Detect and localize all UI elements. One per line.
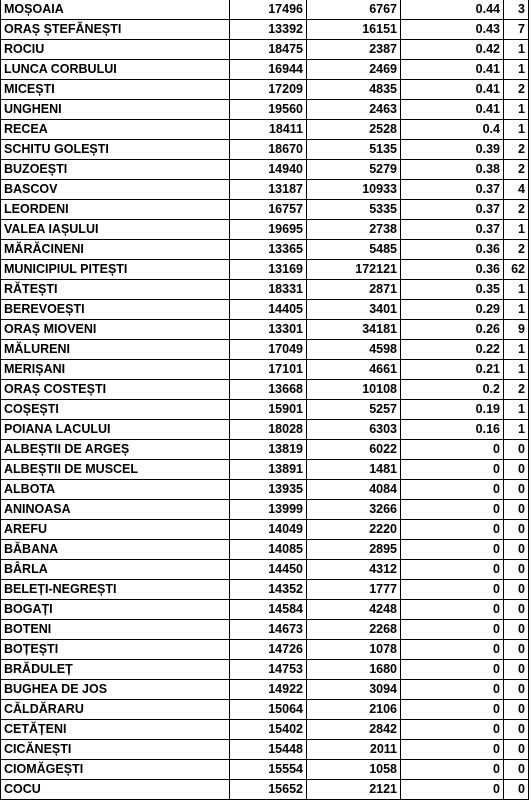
population-cell: 6767: [307, 0, 401, 20]
table-row: [1, 320, 529, 340]
incidence-rate-cell: 0.41: [401, 100, 504, 120]
cases-cell: 1: [504, 340, 529, 360]
siruta-code-cell: 13999: [230, 500, 307, 520]
cases-cell: 1: [504, 40, 529, 60]
locality-name-cell: SCHITU GOLEȘTI: [1, 140, 230, 160]
population-cell: 2220: [307, 520, 401, 540]
siruta-code-cell: 13301: [230, 320, 307, 340]
siruta-code-cell: 14405: [230, 300, 307, 320]
cases-cell: 1: [504, 60, 529, 80]
cases-cell: 2: [504, 200, 529, 220]
cases-cell: 0: [504, 580, 529, 600]
population-cell: 5279: [307, 160, 401, 180]
incidence-rate-cell: 0: [401, 540, 504, 560]
table-row: [1, 0, 529, 20]
cases-cell: 0: [504, 700, 529, 720]
cases-cell: 2: [504, 380, 529, 400]
table-row: [1, 420, 529, 440]
table-row: [1, 280, 529, 300]
cases-cell: 3: [504, 0, 529, 20]
locality-name-cell: BUZOEȘTI: [1, 160, 230, 180]
table-row: [1, 720, 529, 740]
incidence-rate-cell: 0.41: [401, 80, 504, 100]
incidence-rate-cell: 0.35: [401, 280, 504, 300]
siruta-code-cell: 14085: [230, 540, 307, 560]
cases-cell: 0: [504, 500, 529, 520]
table-row: [1, 780, 529, 800]
cases-cell: 1: [504, 300, 529, 320]
population-cell: 2121: [307, 780, 401, 800]
locality-name-cell: LUNCA CORBULUI: [1, 60, 230, 80]
siruta-code-cell: 13935: [230, 480, 307, 500]
table-row: [1, 200, 529, 220]
population-cell: 172121: [307, 260, 401, 280]
population-cell: 4248: [307, 600, 401, 620]
locality-name-cell: CĂLDĂRARU: [1, 700, 230, 720]
incidence-rate-cell: 0: [401, 500, 504, 520]
siruta-code-cell: 13365: [230, 240, 307, 260]
population-cell: 5135: [307, 140, 401, 160]
incidence-rate-cell: 0: [401, 780, 504, 800]
incidence-rate-cell: 0.41: [401, 60, 504, 80]
siruta-code-cell: 15448: [230, 740, 307, 760]
table-row: [1, 560, 529, 580]
siruta-code-cell: 14753: [230, 660, 307, 680]
locality-name-cell: UNGHENI: [1, 100, 230, 120]
population-cell: 34181: [307, 320, 401, 340]
siruta-code-cell: 16944: [230, 60, 307, 80]
locality-name-cell: ROCIU: [1, 40, 230, 60]
locality-name-cell: MOȘOAIA: [1, 0, 230, 20]
cases-cell: 2: [504, 80, 529, 100]
incidence-rate-cell: 0: [401, 480, 504, 500]
locality-name-cell: MĂRĂCINENI: [1, 240, 230, 260]
table-row: [1, 580, 529, 600]
cases-cell: 0: [504, 460, 529, 480]
population-cell: 6303: [307, 420, 401, 440]
cases-cell: 0: [504, 740, 529, 760]
locality-name-cell: RĂTEȘTI: [1, 280, 230, 300]
population-cell: 2387: [307, 40, 401, 60]
population-cell: 2738: [307, 220, 401, 240]
incidence-rate-cell: 0: [401, 740, 504, 760]
locality-name-cell: LEORDENI: [1, 200, 230, 220]
incidence-rate-cell: 0: [401, 680, 504, 700]
table-row: [1, 520, 529, 540]
siruta-code-cell: 19560: [230, 100, 307, 120]
siruta-code-cell: 13392: [230, 20, 307, 40]
population-cell: 2011: [307, 740, 401, 760]
table-body: [1, 0, 529, 800]
cases-cell: 0: [504, 720, 529, 740]
cases-cell: 1: [504, 400, 529, 420]
population-cell: 2871: [307, 280, 401, 300]
siruta-code-cell: 17209: [230, 80, 307, 100]
cases-cell: 0: [504, 440, 529, 460]
locality-name-cell: ALBEȘTII DE MUSCEL: [1, 460, 230, 480]
locality-name-cell: MICEȘTI: [1, 80, 230, 100]
incidence-rate-cell: 0.4: [401, 120, 504, 140]
population-cell: 5485: [307, 240, 401, 260]
locality-name-cell: ALBOTA: [1, 480, 230, 500]
population-cell: 6022: [307, 440, 401, 460]
cases-cell: 0: [504, 620, 529, 640]
population-cell: 4835: [307, 80, 401, 100]
incidence-rate-cell: 0.37: [401, 200, 504, 220]
incidence-rate-cell: 0.42: [401, 40, 504, 60]
cases-cell: 1: [504, 220, 529, 240]
cases-cell: 1: [504, 120, 529, 140]
incidence-rate-cell: 0.44: [401, 0, 504, 20]
incidence-rate-cell: 0: [401, 700, 504, 720]
table-row: [1, 260, 529, 280]
incidence-rate-cell: 0.36: [401, 240, 504, 260]
siruta-code-cell: 18475: [230, 40, 307, 60]
table-row: [1, 400, 529, 420]
cases-cell: 1: [504, 100, 529, 120]
cases-cell: 1: [504, 280, 529, 300]
cases-cell: 1: [504, 360, 529, 380]
incidence-rate-cell: 0.21: [401, 360, 504, 380]
population-cell: 2463: [307, 100, 401, 120]
cases-cell: 0: [504, 560, 529, 580]
cases-cell: 0: [504, 760, 529, 780]
locality-name-cell: ALBEȘTII DE ARGEȘ: [1, 440, 230, 460]
incidence-rate-cell: 0: [401, 560, 504, 580]
locality-name-cell: COȘEȘTI: [1, 400, 230, 420]
locality-name-cell: MERIȘANI: [1, 360, 230, 380]
population-cell: 2842: [307, 720, 401, 740]
cases-cell: 9: [504, 320, 529, 340]
siruta-code-cell: 14450: [230, 560, 307, 580]
siruta-code-cell: 15901: [230, 400, 307, 420]
population-cell: 5335: [307, 200, 401, 220]
population-cell: 4661: [307, 360, 401, 380]
siruta-code-cell: 18411: [230, 120, 307, 140]
cases-cell: 1: [504, 420, 529, 440]
table-row: [1, 360, 529, 380]
siruta-code-cell: 13169: [230, 260, 307, 280]
cases-cell: 0: [504, 680, 529, 700]
locality-name-cell: BUGHEA DE JOS: [1, 680, 230, 700]
siruta-code-cell: 15652: [230, 780, 307, 800]
incidence-rate-cell: 0.37: [401, 220, 504, 240]
table-row: [1, 40, 529, 60]
incidence-rate-cell: 0: [401, 620, 504, 640]
siruta-code-cell: 13668: [230, 380, 307, 400]
incidence-rate-cell: 0: [401, 460, 504, 480]
population-cell: 10108: [307, 380, 401, 400]
locality-name-cell: BEREVOEȘTI: [1, 300, 230, 320]
siruta-code-cell: 16757: [230, 200, 307, 220]
siruta-code-cell: 14352: [230, 580, 307, 600]
incidence-rate-cell: 0: [401, 640, 504, 660]
cases-cell: 2: [504, 140, 529, 160]
incidence-rate-cell: 0.37: [401, 180, 504, 200]
population-cell: 1777: [307, 580, 401, 600]
cases-cell: 0: [504, 480, 529, 500]
table-row: [1, 660, 529, 680]
population-cell: 4598: [307, 340, 401, 360]
table-row: [1, 380, 529, 400]
table-row: [1, 500, 529, 520]
locality-name-cell: BOTENI: [1, 620, 230, 640]
locality-name-cell: ORAȘ COSTEȘTI: [1, 380, 230, 400]
table-row: [1, 760, 529, 780]
population-cell: 2469: [307, 60, 401, 80]
cases-cell: 0: [504, 640, 529, 660]
siruta-code-cell: 19695: [230, 220, 307, 240]
incidence-rate-cell: 0: [401, 760, 504, 780]
locality-name-cell: RECEA: [1, 120, 230, 140]
siruta-code-cell: 17101: [230, 360, 307, 380]
cases-cell: 0: [504, 600, 529, 620]
siruta-code-cell: 14922: [230, 680, 307, 700]
table-row: [1, 600, 529, 620]
population-cell: 4312: [307, 560, 401, 580]
population-cell: 2895: [307, 540, 401, 560]
siruta-code-cell: 17496: [230, 0, 307, 20]
table-row: [1, 240, 529, 260]
cases-cell: 0: [504, 660, 529, 680]
siruta-code-cell: 15064: [230, 700, 307, 720]
incidence-rate-cell: 0.26: [401, 320, 504, 340]
table-row: [1, 300, 529, 320]
incidence-rate-cell: 0.39: [401, 140, 504, 160]
table-row: [1, 440, 529, 460]
table-row: [1, 100, 529, 120]
locality-name-cell: BOȚEȘTI: [1, 640, 230, 660]
table-row: [1, 80, 529, 100]
table-row: [1, 220, 529, 240]
locality-name-cell: BRĂDULEȚ: [1, 660, 230, 680]
siruta-code-cell: 14049: [230, 520, 307, 540]
population-cell: 3094: [307, 680, 401, 700]
table-row: [1, 180, 529, 200]
table-row: [1, 620, 529, 640]
siruta-code-cell: 13187: [230, 180, 307, 200]
table-row: [1, 460, 529, 480]
locality-name-cell: BASCOV: [1, 180, 230, 200]
locality-name-cell: MUNICIPIUL PITEȘTI: [1, 260, 230, 280]
locality-name-cell: BELEȚI-NEGREȘTI: [1, 580, 230, 600]
siruta-code-cell: 14726: [230, 640, 307, 660]
incidence-rate-cell: 0.29: [401, 300, 504, 320]
siruta-code-cell: 18331: [230, 280, 307, 300]
population-cell: 3401: [307, 300, 401, 320]
cases-cell: 4: [504, 180, 529, 200]
siruta-code-cell: 18028: [230, 420, 307, 440]
table-row: [1, 700, 529, 720]
table-row: [1, 120, 529, 140]
incidence-rate-cell: 0: [401, 580, 504, 600]
table-row: [1, 740, 529, 760]
siruta-code-cell: 14940: [230, 160, 307, 180]
incidence-rate-cell: 0.16: [401, 420, 504, 440]
locality-name-cell: CICĂNEȘTI: [1, 740, 230, 760]
population-cell: 1078: [307, 640, 401, 660]
population-cell: 10933: [307, 180, 401, 200]
population-cell: 2106: [307, 700, 401, 720]
siruta-code-cell: 13819: [230, 440, 307, 460]
locality-name-cell: MĂLURENI: [1, 340, 230, 360]
siruta-code-cell: 18670: [230, 140, 307, 160]
table-row: [1, 60, 529, 80]
cases-cell: 2: [504, 240, 529, 260]
incidence-rate-cell: 0.38: [401, 160, 504, 180]
siruta-code-cell: 15402: [230, 720, 307, 740]
population-cell: 4084: [307, 480, 401, 500]
locality-name-cell: ORAȘ MIOVENI: [1, 320, 230, 340]
table-row: [1, 480, 529, 500]
locality-name-cell: CIOMĂGEȘTI: [1, 760, 230, 780]
table-row: [1, 160, 529, 180]
locality-name-cell: POIANA LACULUI: [1, 420, 230, 440]
incidence-rate-cell: 0.19: [401, 400, 504, 420]
cases-cell: 62: [504, 260, 529, 280]
population-cell: 16151: [307, 20, 401, 40]
siruta-code-cell: 15554: [230, 760, 307, 780]
cases-cell: 2: [504, 160, 529, 180]
locality-name-cell: COCU: [1, 780, 230, 800]
siruta-code-cell: 14584: [230, 600, 307, 620]
siruta-code-cell: 14673: [230, 620, 307, 640]
table-row: [1, 340, 529, 360]
table-row: [1, 680, 529, 700]
incidence-rate-cell: 0: [401, 520, 504, 540]
population-cell: 3266: [307, 500, 401, 520]
population-cell: 2268: [307, 620, 401, 640]
cases-cell: 0: [504, 520, 529, 540]
population-cell: 2528: [307, 120, 401, 140]
locality-name-cell: VALEA IAȘULUI: [1, 220, 230, 240]
table-row: [1, 640, 529, 660]
incidence-rate-cell: 0: [401, 720, 504, 740]
cases-cell: 7: [504, 20, 529, 40]
locality-name-cell: CETĂȚENI: [1, 720, 230, 740]
siruta-code-cell: 17049: [230, 340, 307, 360]
locality-name-cell: AREFU: [1, 520, 230, 540]
population-cell: 1058: [307, 760, 401, 780]
incidence-rate-cell: 0.43: [401, 20, 504, 40]
population-cell: 1481: [307, 460, 401, 480]
incidence-rate-cell: 0: [401, 440, 504, 460]
locality-name-cell: BÂRLA: [1, 560, 230, 580]
cases-cell: 0: [504, 540, 529, 560]
cases-cell: 0: [504, 780, 529, 800]
population-cell: 1680: [307, 660, 401, 680]
table-row: [1, 140, 529, 160]
incidence-rate-cell: 0: [401, 600, 504, 620]
locality-name-cell: BĂBANA: [1, 540, 230, 560]
table-row: [1, 540, 529, 560]
incidence-rate-cell: 0.36: [401, 260, 504, 280]
incidence-rate-cell: 0.22: [401, 340, 504, 360]
table-row: [1, 20, 529, 40]
locality-name-cell: ORAȘ ȘTEFĂNEȘTI: [1, 20, 230, 40]
incidence-rate-cell: 0.2: [401, 380, 504, 400]
locality-name-cell: BOGAȚI: [1, 600, 230, 620]
siruta-code-cell: 13891: [230, 460, 307, 480]
locality-name-cell: ANINOASA: [1, 500, 230, 520]
population-cell: 5257: [307, 400, 401, 420]
incidence-rate-cell: 0: [401, 660, 504, 680]
